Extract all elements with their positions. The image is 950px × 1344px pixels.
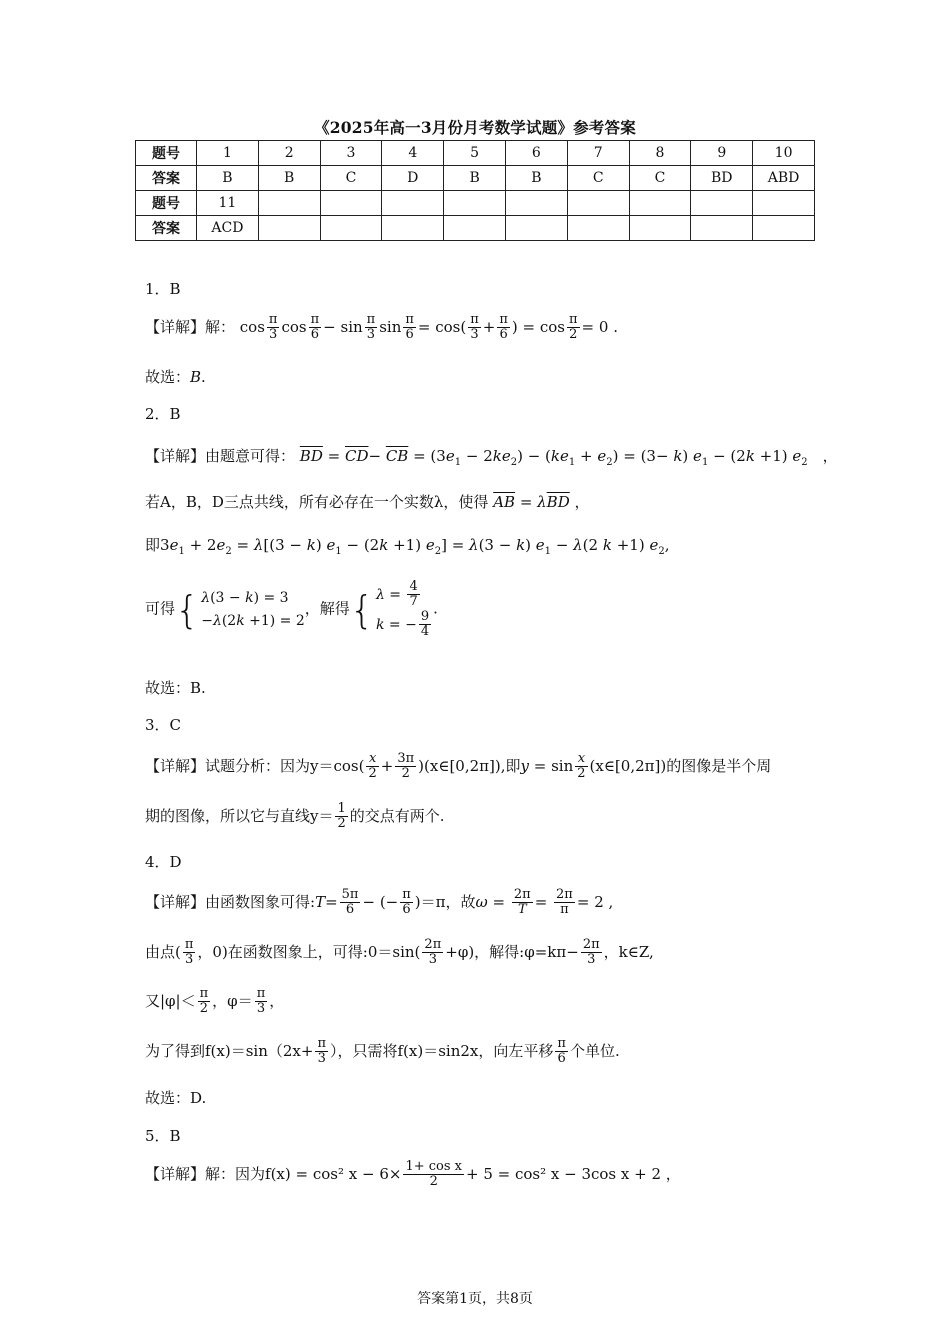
table-cell — [444, 216, 506, 241]
table-cell — [258, 216, 320, 241]
table-row — [136, 141, 815, 166]
table-row — [136, 166, 815, 191]
table-cell — [629, 216, 691, 241]
table-cell: 10 — [753, 141, 815, 166]
question-4-line4: 为了得到f(x)＝sin（2x+ $\frac{\pi}{3}$ ），只需将f(x)＝sin2x，向左平移 $\frac{\pi}{6}$ 个单位. — [145, 1036, 620, 1067]
table-cell: C — [629, 166, 691, 191]
question-2-detail: 【详解】由题意可得： $\overline{BD} = \overline{CD}- \overline{CB} = (3e_1 - 2ke_2) - (ke_1 + e_2) = (3- k) e_1 - (2k +1)$ $e_2$ ， — [145, 447, 838, 468]
table-cell: ACD — [197, 216, 259, 241]
table-cell — [753, 216, 815, 241]
table-cell — [691, 191, 753, 216]
table-cell: D — [382, 166, 444, 191]
table-cell: C — [567, 166, 629, 191]
detail-label: 【详解】由函数图象可得: — [145, 892, 316, 911]
table-cell — [382, 216, 444, 241]
question-3-heading: 3．C — [145, 716, 182, 734]
question-3-detail: 【详解】试题分析：因为y＝cos( $\frac{x}{2}$ + $\frac{3\pi}{2}$ )(x∈[0,2π]),即y = sin $\frac{x}{2}$ (x∈[0,2π])的图像是半个周 — [145, 751, 772, 782]
table-header-cell: 答案 — [136, 216, 197, 241]
table-row — [136, 216, 815, 241]
table-cell — [629, 191, 691, 216]
table-cell — [567, 191, 629, 216]
question-1-heading: 1．B — [145, 280, 181, 298]
table-cell: 3 — [320, 141, 382, 166]
table-row — [136, 191, 815, 216]
table-cell — [444, 191, 506, 216]
page-title: 《2025年高一3月份月考数学试题》参考答案 — [314, 118, 636, 137]
detail-label: 【详解】解： — [145, 317, 236, 336]
question-4-choice: 故选：D. — [145, 1089, 207, 1107]
table-cell: ABD — [753, 166, 815, 191]
detail-label: 【详解】由题意可得： — [145, 447, 296, 465]
question-2-choice: 故选：B. — [145, 679, 206, 697]
table-cell: B — [444, 166, 506, 191]
table-cell: 9 — [691, 141, 753, 166]
question-2-line4: 可得{ λ(3 − k) = 3 −λ(2k +1) = 2，解得{ λ = $\frac{4}{7}$ k = − $\frac{9}{4}$ . — [145, 579, 438, 639]
question-1-choice: 故选：B. — [145, 368, 206, 386]
table-cell — [382, 191, 444, 216]
table-cell — [567, 216, 629, 241]
table-cell: 1 — [197, 141, 259, 166]
table-cell: B — [197, 166, 259, 191]
page-footer: 答案第1页，共8页 — [417, 1291, 533, 1307]
answer-table — [135, 140, 815, 241]
table-cell — [691, 216, 753, 241]
table-cell — [258, 191, 320, 216]
table-cell — [320, 191, 382, 216]
table-cell: B — [258, 166, 320, 191]
table-cell: 11 — [197, 191, 259, 216]
detail-label: 【详解】试题分析： — [145, 756, 281, 775]
table-header-cell: 题号 — [136, 191, 197, 216]
question-4-line3: 又|φ|＜ $\frac{\pi}{2}$ ，φ＝ $\frac{\pi}{3}$ ， — [145, 986, 285, 1017]
question-2-line3: 即$3e_1 + 2e_2 = \lambda[(3 - k) e_1 - (2k +1) e_2] = \lambda(3 - k) e_1 - \lambda(2$ k +1) $e_2$, — [145, 536, 670, 557]
table-cell — [505, 191, 567, 216]
table-cell: 7 — [567, 141, 629, 166]
question-5-heading: 5．B — [145, 1127, 181, 1145]
table-cell — [753, 191, 815, 216]
table-cell: 4 — [382, 141, 444, 166]
table-header-cell: 题号 — [136, 141, 197, 166]
table-cell: 6 — [505, 141, 567, 166]
table-cell: 8 — [629, 141, 691, 166]
question-2-heading: 2．B — [145, 405, 181, 423]
question-5-detail: 【详解】解：因为f(x) = cos² x − 6× $\frac{\text{1+ cos x}}{2}$ + 5 = cos² x − 3cos x + 2 ， — [145, 1159, 681, 1190]
question-4-detail: 【详解】由函数图象可得:T= $\frac{5\pi}{6}$ − (− $\frac{\pi}{6}$ )＝π，故ω = $\frac{2\pi}{T}$ = $\frac{2\pi}{\pi}$ = 2 , — [145, 887, 614, 918]
table-cell: 2 — [258, 141, 320, 166]
question-1-detail: 【详解】解： cos $\frac{\pi}{3}$ cos $\frac{\pi}{6}$ − sin $\frac{\pi}{3}$ sin $\frac{\pi}{6}$ = cos( $\frac{\pi}{3}$ + $\frac{\pi}{6}$ ) = cos $\frac{\pi}{2}$ = 0 . — [145, 312, 618, 343]
table-cell: B — [505, 166, 567, 191]
table-cell: BD — [691, 166, 753, 191]
table-header-cell: 答案 — [136, 166, 197, 191]
question-4-heading: 4．D — [145, 853, 182, 871]
table-cell: 5 — [444, 141, 506, 166]
table-cell: C — [320, 166, 382, 191]
question-2-line2: 若A，B，D三点共线，所有必存在一个实数λ，使得 $\overline{AB} = \lambda\overline{BD}$ ， — [145, 493, 590, 511]
table-cell — [505, 216, 567, 241]
detail-label: 【详解】解： — [145, 1164, 236, 1183]
table-cell — [320, 216, 382, 241]
question-3-line2: 期的图像，所以它与直线y＝ $\frac{1}{2}$ 的交点有两个. — [145, 801, 445, 832]
question-4-line2: 由点( $\frac{\pi}{3}$ ，0)在函数图象上，可得:0＝sin( $\frac{2\pi}{3}$ +φ)，解得:φ=kπ− $\frac{2\pi}{3}$ ，k∈Z, — [145, 937, 654, 968]
